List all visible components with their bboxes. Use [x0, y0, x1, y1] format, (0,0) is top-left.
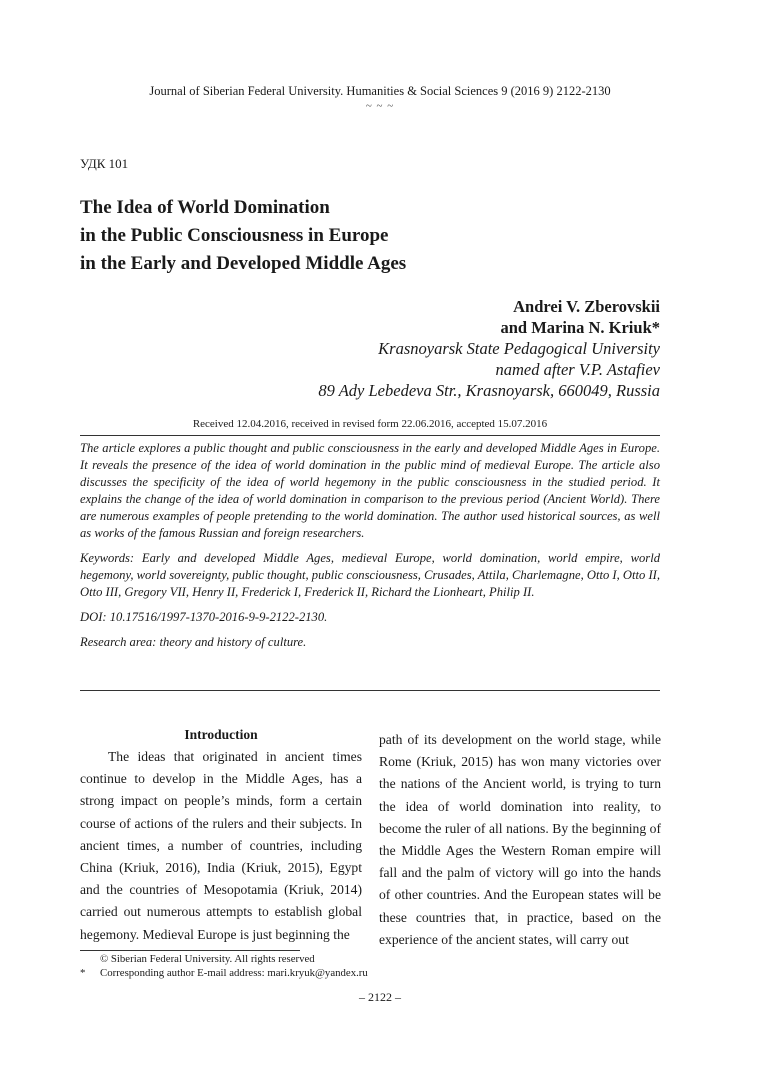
title-line: in the Public Consciousness in Europe: [80, 225, 389, 246]
abstract-text: The article explores a public thought and public consciousness in the early and developed Middle Ages in Europe. It reveals the presence of the idea of world domination in the public mind of medieval Europe. The article also discusses the specificity of the idea of world hegemony in the public consciousness in the studied period. It explains the change of the idea of world domination in comparison to the previous period (Ancient World). There are numerous examples of people pretending to the world domination. The author used historical sources, as well as works of the famous Russian and foreign researchers.: [80, 441, 660, 540]
affiliation-line: Krasnoyarsk State Pedagogical University: [378, 339, 660, 358]
author-block: [318, 296, 660, 401]
received-dates: Received 12.04.2016, received in revised form 22.06.2016, accepted 15.07.2016: [192, 418, 548, 430]
author-name: and Marina N. Kriuk*: [500, 318, 660, 337]
footnotes: [80, 952, 368, 980]
affiliation-line: named after V.P. Astafiev: [495, 360, 660, 379]
body-paragraph: The ideas that originated in ancient times continue to develop in the Middle Ages, has a strong impact on people’s minds, form a certain course of actions of the rulers and their subjects. In ancient times, a number of countries, including China (Kriuk, 2016), India (Kriuk, 2015), Egypt and the countries of Mesopotamia (Kriuk, 2014) carried out numerous attempts to establish global hegemony. Medieval Europe is just beginning the: [80, 749, 362, 942]
footnote-mark: *: [80, 967, 86, 979]
footnote-text: © Siberian Federal University. All rights reserved: [100, 953, 315, 965]
section-heading: Introduction: [184, 727, 258, 742]
udk-code: УДК 101: [80, 156, 129, 171]
body-right-column: [379, 729, 661, 951]
footnote-rule: [80, 950, 300, 951]
affiliation-line: 89 Ady Lebedeva Str., Krasnoyarsk, 660049, Russia: [318, 381, 660, 400]
header-ornament: ~ ~ ~: [365, 100, 395, 112]
abstract-block: [80, 440, 660, 659]
footnote-text: Corresponding author E-mail address: mari.kryuk@yandex.ru: [100, 967, 368, 979]
abstract-bottom-rule: [80, 690, 660, 691]
journal-header: Journal of Siberian Federal University. Humanities & Social Sciences 9 (2016 9) 2122-2130: [149, 84, 611, 98]
research-area: Research area: theory and history of culture.: [80, 635, 307, 649]
footnote: [80, 952, 368, 966]
doi: DOI: 10.17516/1997-1370-2016-9-9-2122-2130.: [80, 610, 328, 624]
body-paragraph: path of its development on the world stage, while Rome (Kriuk, 2015) has won many victories over the nations of the Ancient world, is trying to turn the idea of world domination into reality, to become the ruler of all nations. By the beginning of the Middle Ages the Western Roman empire will fall and the palm of victory will go into the hands of other countries. And the European states will be these countries that, in practice, based on the experience of the ancient states, will carry out: [379, 732, 661, 947]
abstract-top-rule: [80, 435, 660, 436]
title-line: The Idea of World Domination: [80, 197, 330, 218]
footnote-mark: [80, 952, 100, 966]
article-title: [80, 194, 640, 278]
keywords: Keywords: Early and developed Middle Ages, medieval Europe, world domination, world empire, world hegemony, world sovereignty, public thought, public consciousness, Crusades, Attila, Charlemagne, Otto I, Otto II, Otto III, Gregory VII, Henry II, Frederick I, Frederick II, Richard the Lionheart, Philip II.: [80, 551, 660, 599]
title-line: in the Early and Developed Middle Ages: [80, 253, 407, 274]
page-number: – 2122 –: [359, 990, 401, 1004]
footnote: [80, 966, 368, 980]
author-name: Andrei V. Zberovskii: [513, 297, 660, 316]
body-left-column: [80, 724, 362, 946]
